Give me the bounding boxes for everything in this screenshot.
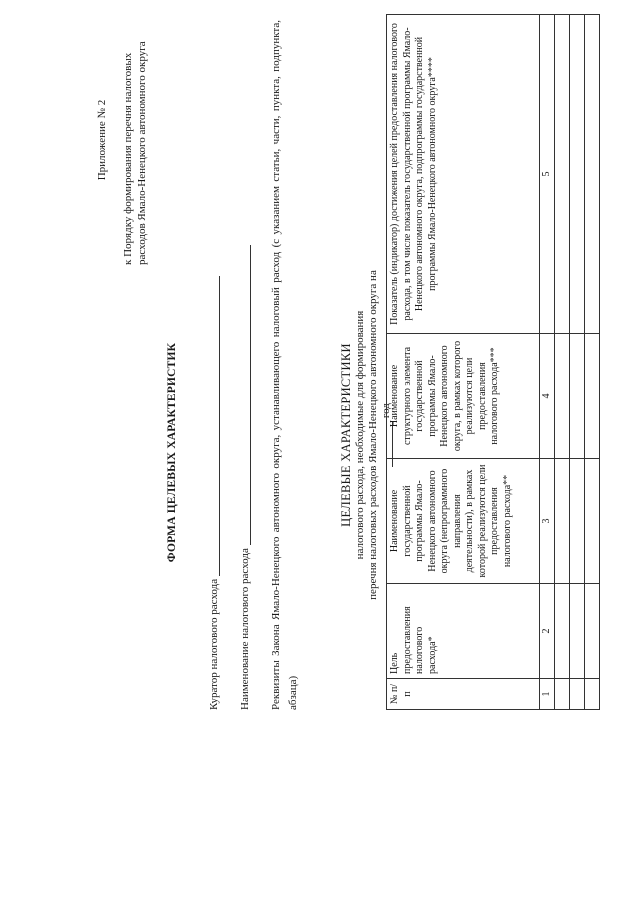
form-title: ФОРМА ЦЕЛЕВЫХ ХАРАКТЕРИСТИК — [166, 342, 178, 563]
column-number-cell: 2 — [540, 584, 555, 679]
tax-expense-name-field — [238, 245, 251, 710]
table-title-year-prefix: перечня налоговых расходов Ямало-Ненецкого автономного округа на — [367, 270, 379, 600]
empty-table-row — [585, 15, 600, 710]
column-number-cell: 1 — [540, 679, 555, 710]
empty-cell — [570, 584, 585, 679]
empty-cell — [585, 459, 600, 584]
empty-cell — [585, 679, 600, 710]
header-cell: № п/п — [387, 679, 540, 710]
empty-cell — [585, 15, 600, 334]
curator-underline — [207, 276, 220, 576]
empty-cell — [555, 679, 570, 710]
empty-table-row — [555, 15, 570, 710]
empty-cell — [585, 584, 600, 679]
empty-cell — [570, 459, 585, 584]
table-title-main: ЦЕЛЕВЫЕ ХАРАКТЕРИСТИКИ — [339, 343, 353, 527]
appendix-block — [95, 15, 149, 265]
empty-cell — [555, 459, 570, 584]
header-cell: Показатель (индикатор) достижения целей предоставления налогового расхода, в том числе показатель государственной программы Ямало-Ненецкого автономного округа, подпрограммы государственной программы Ямало-Ненецкого автономного округа**** — [387, 15, 540, 334]
empty-table-row — [570, 15, 585, 710]
table-title-year-suffix: год — [380, 403, 392, 419]
appendix-number: Приложение № 2 — [96, 99, 108, 181]
table-header-row — [387, 15, 540, 710]
appendix-order-reference: к Порядку формирования перечня налоговых расходов Ямало-Ненецкого автономного округа — [122, 41, 148, 265]
empty-cell — [570, 15, 585, 334]
table-title-subtitle: налогового расхода, необходимые для формирования — [354, 310, 366, 560]
header-cell: Наименование государственной программы Ямало-Ненецкого автономного округа (непрограммного направления деятельности), в рамках которой реализуются цели предоставления налогового расхода** — [387, 459, 540, 584]
curator-field — [207, 276, 220, 710]
target-characteristics-table — [386, 14, 600, 710]
curator-label: Куратор налогового расхода — [208, 578, 220, 710]
column-number-cell: 3 — [540, 459, 555, 584]
empty-cell — [555, 584, 570, 679]
empty-cell — [570, 679, 585, 710]
column-number-row — [540, 15, 555, 710]
empty-cell — [585, 334, 600, 459]
header-cell: Цель предоставления налогового расхода* — [387, 584, 540, 679]
empty-cell — [570, 334, 585, 459]
header-cell: Наименование структурного элемента государственной программы Ямало-Ненецкого автономного округа, в рамках которого реализуются цели предоставления налогового расхода*** — [387, 334, 540, 459]
tax-expense-name-label: Наименование налогового расхода — [239, 548, 251, 710]
column-number-cell: 5 — [540, 15, 555, 334]
tax-expense-name-underline — [238, 245, 251, 545]
law-requisites-text: Реквизиты Закона Ямало-Ненецкого автономного округа, устанавливающего налоговый расход (с указанием статьи, части, пункта, подпункта, абзаца) — [270, 20, 299, 710]
column-number-cell: 4 — [540, 334, 555, 459]
empty-cell — [555, 15, 570, 334]
empty-cell — [555, 334, 570, 459]
